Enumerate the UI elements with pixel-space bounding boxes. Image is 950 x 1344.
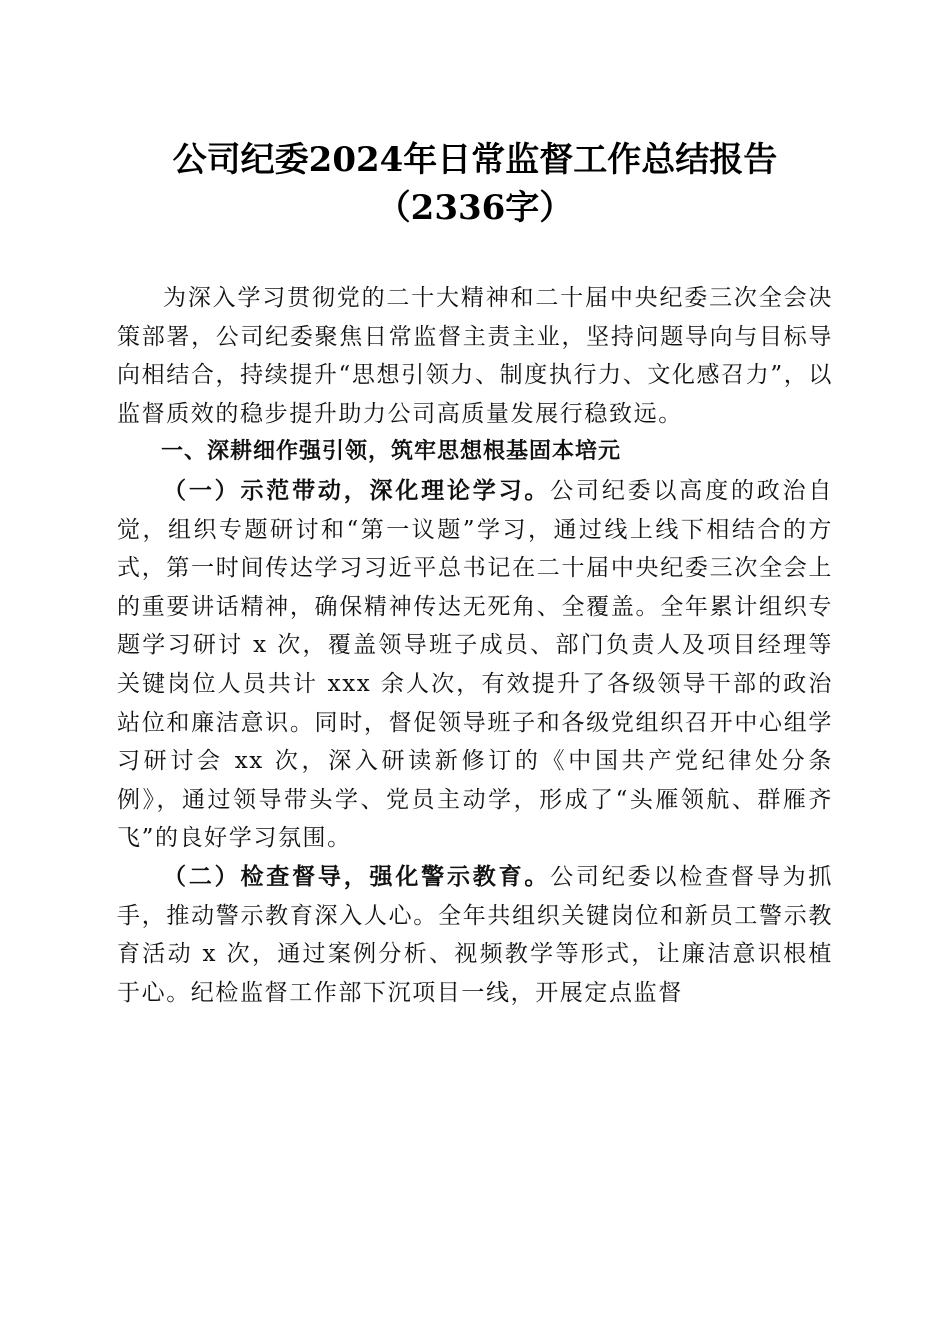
section-heading-1: 一、深耕细作强引领，筑牢思想根基固本培元	[161, 439, 622, 465]
paragraph-2-body: 公司纪委以检查督导为抓手，推动警示教育深入人心。全年共组织关键岗位和新员工警示教育活动 x 次，通过案例分析、视频教学等形式，让廉洁意识根植于心。纪检监督工作部下沉项目一线，开展定点监督	[117, 863, 833, 1006]
document-title: 公司纪委2024年日常监督工作总结报告	[172, 140, 778, 180]
paragraph-1-lead: （一）示范带动，深化理论学习。	[163, 476, 551, 504]
paragraph-1-body: 公司纪委以高度的政治自觉，组织专题研讨和“第一议题”学习，通过线上线下相结合的方式，第一时间传达学习习近平总书记在二十届中央纪委三次全会上的重要讲话精神，确保精神传达无死角、全覆盖。全年累计组织专题学习研讨 x 次，覆盖领导班子成员、部门负责人及项目经理等关键岗位人员共计 xxx 余人次，有效提升了各级领导干部的政治站位和廉洁意识。同时，督促领导班子和各级党组织召开中心组学习研讨会 xx 次，深入研读新修订的《中国共产党纪律处分条例》，通过领导带头学、党员主动学，形成了“头雁领航、群雁齐飞”的良好学习氛围。	[117, 477, 833, 852]
paragraph-2-lead: （二）检查督导，强化警示教育。	[163, 862, 551, 890]
intro-paragraph: 为深入学习贯彻党的二十大精神和二十届中央纪委三次全会决策部署，公司纪委聚焦日常监督主责主业，坚持问题导向与目标导向相结合，持续提升“思想引领力、制度执行力、文化感召力”，以监督质效的稳步提升助力公司高质量发展行稳致远。	[117, 285, 833, 427]
paragraph-1	[117, 472, 833, 858]
document-subtitle-word-count: （2336字）	[376, 188, 574, 228]
document-body	[117, 279, 833, 1012]
paragraph-2	[117, 858, 833, 1012]
